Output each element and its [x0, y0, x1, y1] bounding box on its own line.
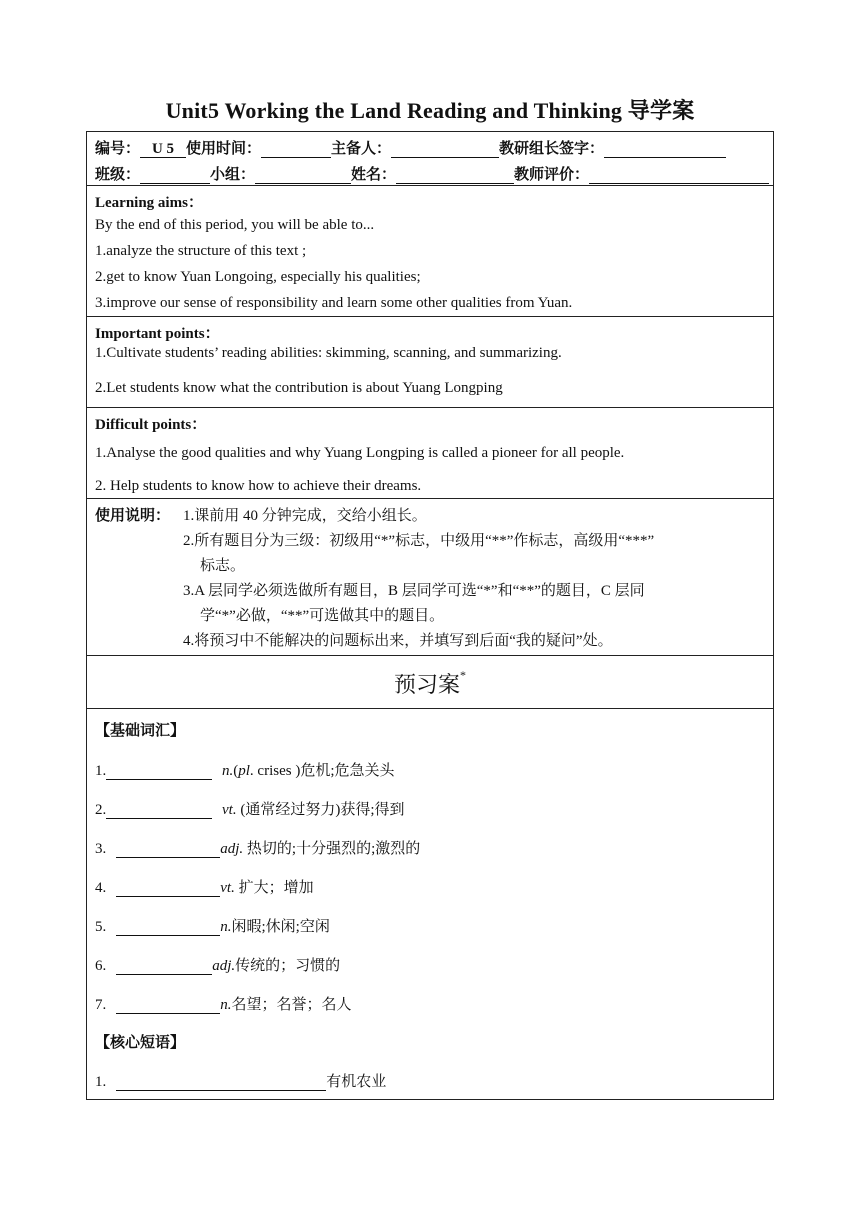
- leader-sign-label: 教研组长签字：: [499, 141, 605, 157]
- header-row-2: [95, 163, 769, 184]
- learning-aim-item: 1.analyze the structure of this text ;: [95, 243, 307, 259]
- difficult-points-heading: Difficult points：: [95, 417, 207, 433]
- usage-item: 2.所有题目分为三级：初级用“*”标志，中级用“**”作标志，高级用“***”: [183, 533, 655, 549]
- vocab-blank[interactable]: [116, 919, 220, 936]
- vocab-item: 3. adj. 热切的;十分强烈的;激烈的: [95, 841, 421, 857]
- name-label: 姓名：: [351, 167, 397, 183]
- vocab-blank[interactable]: [106, 802, 212, 819]
- learning-aims-heading: Learning aims：: [95, 195, 203, 211]
- vocab-item: 5. n.闲暇;休闲;空闲: [95, 919, 330, 935]
- time-field[interactable]: [261, 141, 331, 158]
- difficult-point-item: 1.Analyse the good qualities and why Yuang Longping is called a pioneer for all people.: [95, 445, 625, 461]
- learning-aim-item: 3.improve our sense of responsibility and learn some other qualities from Yuan.: [95, 295, 573, 311]
- time-label: 使用时间：: [186, 141, 262, 157]
- phrases-heading: 【核心短语】: [95, 1035, 186, 1051]
- teacher-eval-label: 教师评价：: [514, 167, 590, 183]
- vocab-blank[interactable]: [116, 880, 220, 897]
- difficult-points-section: [87, 408, 773, 499]
- teacher-eval-field[interactable]: [589, 167, 769, 184]
- class-label: 班级：: [95, 167, 141, 183]
- learning-aims-section: [87, 186, 773, 317]
- vocab-section: [87, 709, 773, 1099]
- usage-item-cont: 标志。: [200, 558, 246, 574]
- usage-label: 使用说明：: [95, 508, 171, 524]
- preview-heading-section: [87, 656, 773, 709]
- vocab-item: 7. n.名望；名誉；名人: [95, 997, 352, 1013]
- header-section: [87, 132, 773, 186]
- preview-star: *: [460, 668, 466, 682]
- preparer-field[interactable]: [391, 141, 499, 158]
- vocab-blank[interactable]: [116, 997, 220, 1014]
- phrase-item: 1. 有机农业: [95, 1074, 387, 1090]
- vocab-item: 4. vt. 扩大；增加: [95, 880, 314, 896]
- important-point-item: 1.Cultivate students’ reading abilities: skimming, scanning, and summarizing.: [95, 345, 562, 361]
- usage-item: 3.A 层同学必须选做所有题目，B 层同学可选“*”和“**”的题目，C 层同: [183, 583, 645, 599]
- important-point-item: 2.Let students know what the contribution is about Yuang Longping: [95, 380, 503, 396]
- vocab-blank[interactable]: [106, 763, 212, 780]
- vocab-blank[interactable]: [116, 958, 212, 975]
- important-points-section: [87, 317, 773, 408]
- class-field[interactable]: [140, 167, 210, 184]
- learning-aim-item: 2.get to know Yuan Longoing, especially his qualities;: [95, 269, 421, 285]
- preview-heading: 预习案*: [393, 668, 466, 697]
- bianhao-value[interactable]: U 5: [140, 141, 186, 158]
- vocab-blank[interactable]: [116, 841, 220, 858]
- learning-aims-intro: By the end of this period, you will be able to...: [95, 217, 375, 233]
- worksheet-table: [86, 131, 774, 1100]
- page-title: Unit5 Working the Land Reading and Thinking 导学案: [165, 98, 695, 123]
- header-row-1: [95, 137, 726, 158]
- important-points-heading: Important points：: [95, 326, 220, 342]
- usage-item: 1.课前用 40 分钟完成，交给小组长。: [183, 508, 427, 524]
- usage-section: [87, 499, 773, 656]
- usage-item: 4.将预习中不能解决的问题标出来，并填写到后面“我的疑问”处。: [183, 633, 613, 649]
- vocab-item: 2. vt. (通常经过努力)获得;得到: [95, 802, 405, 818]
- group-label: 小组：: [210, 167, 256, 183]
- name-field[interactable]: [396, 167, 514, 184]
- preparer-label: 主备人：: [331, 141, 392, 157]
- leader-sign-field[interactable]: [604, 141, 726, 158]
- vocab-item: 6. adj.传统的；习惯的: [95, 958, 341, 974]
- bianhao-label: 编号：: [95, 141, 141, 157]
- difficult-point-item: 2. Help students to know how to achieve their dreams.: [95, 478, 422, 494]
- vocab-heading: 【基础词汇】: [95, 723, 186, 739]
- phrase-blank[interactable]: [116, 1074, 326, 1091]
- usage-item-cont: 学“*”必做，“**”可选做其中的题目。: [200, 608, 445, 624]
- group-field[interactable]: [255, 167, 351, 184]
- vocab-item: 1. n.(pl. crises )危机;危急关头: [95, 763, 395, 779]
